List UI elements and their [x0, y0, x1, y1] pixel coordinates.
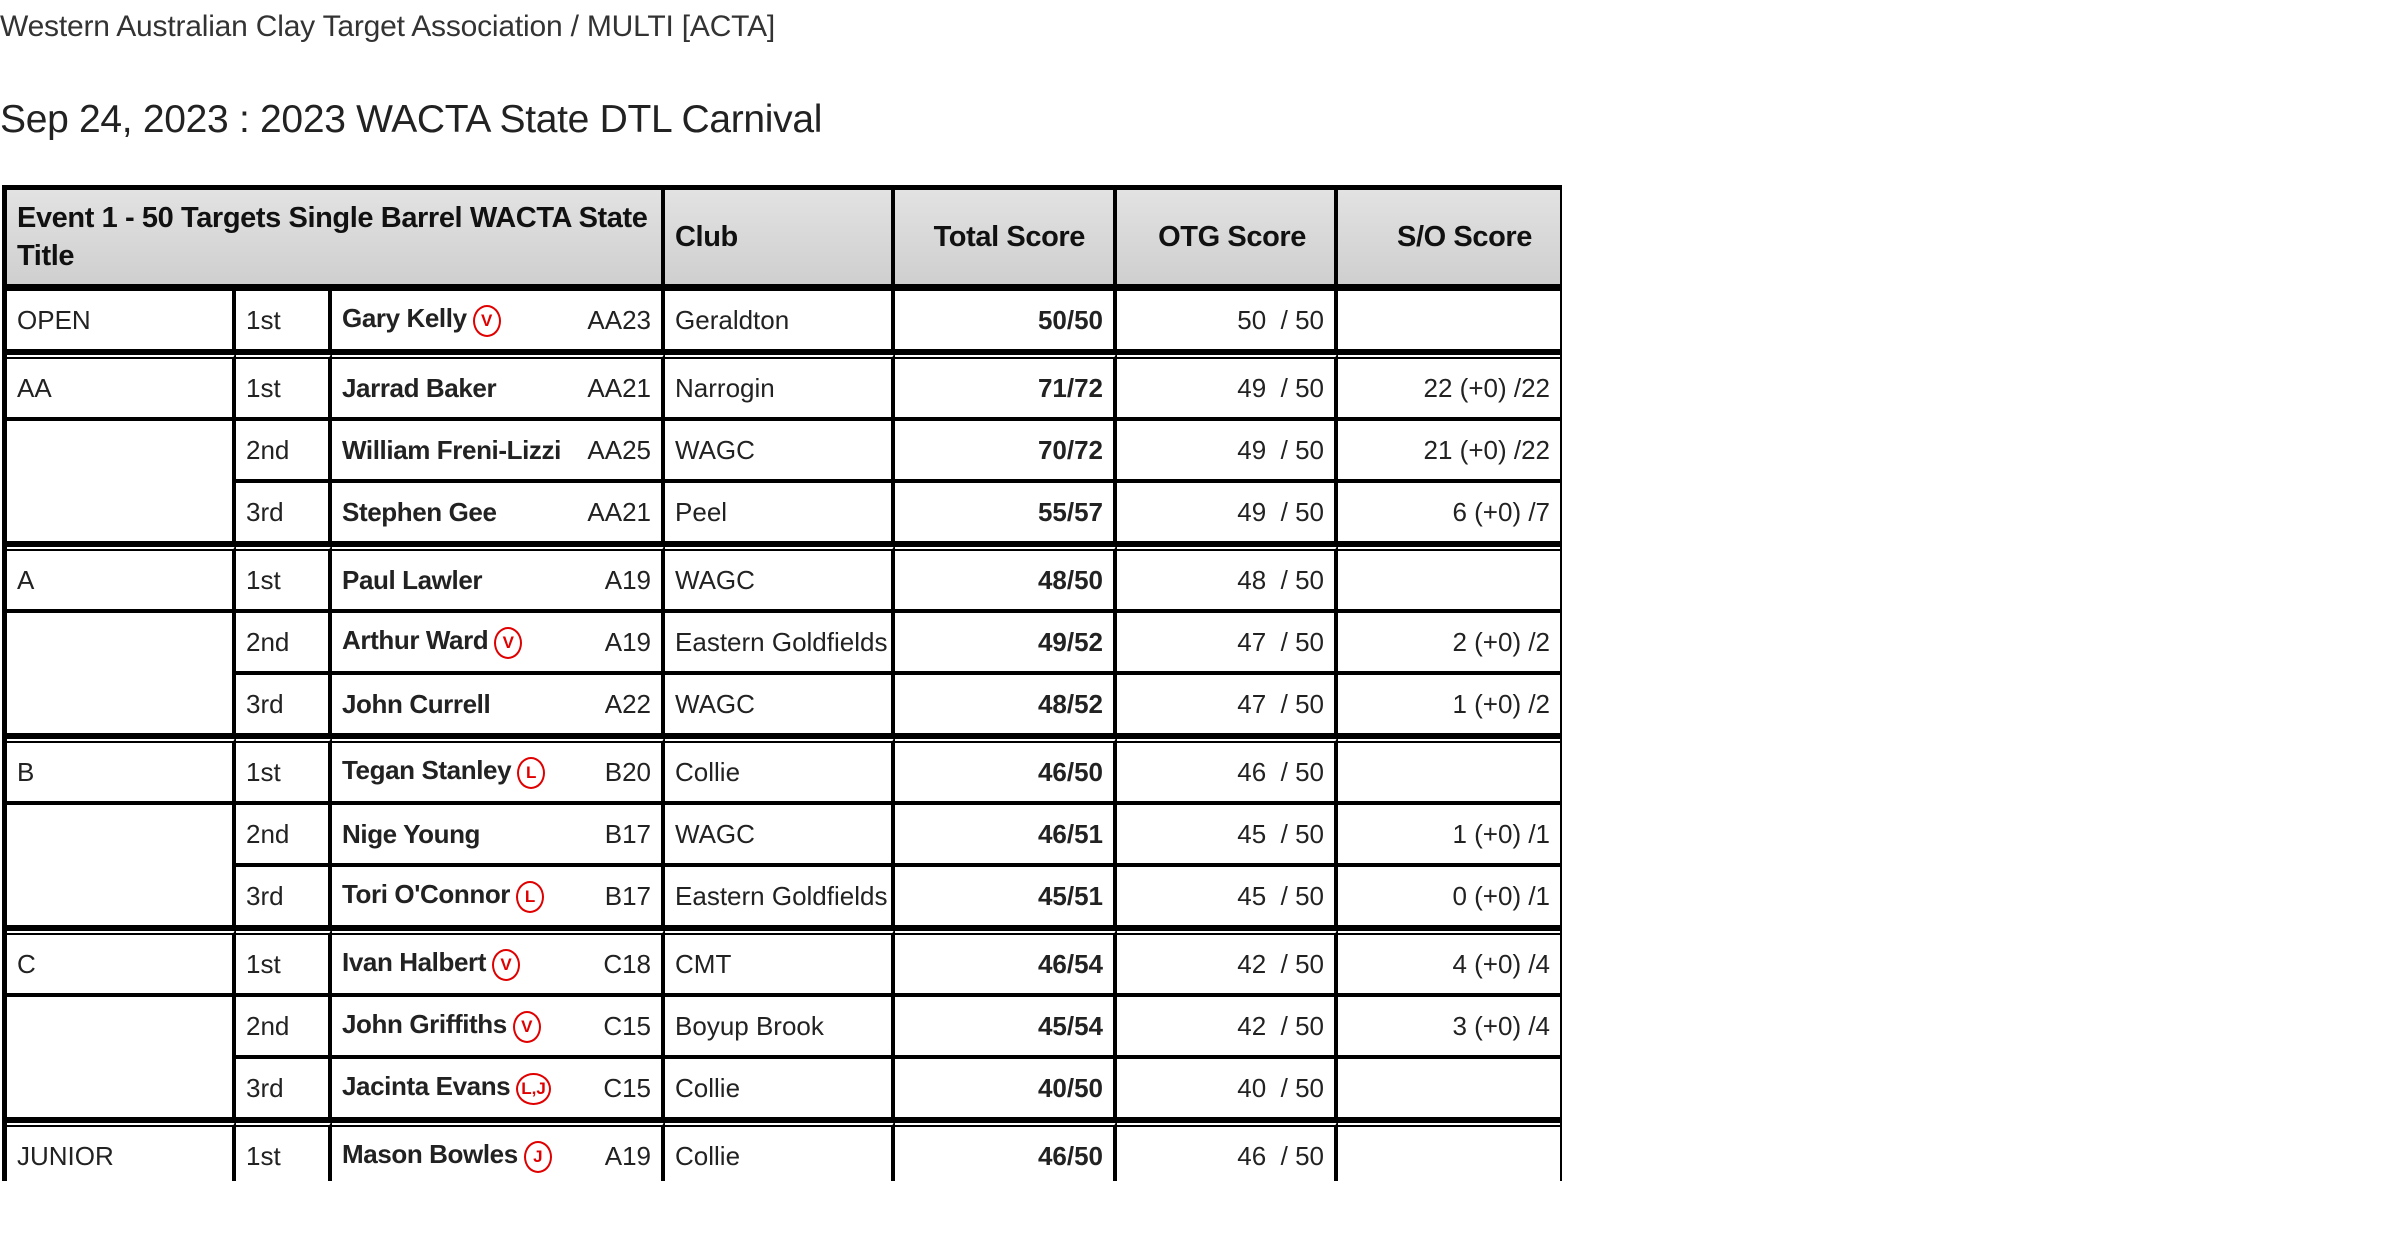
shooter-name[interactable]: Jacinta Evans — [342, 1071, 511, 1102]
total-score-cell: 55/57 — [895, 483, 1117, 545]
so-score-cell — [1338, 545, 1560, 613]
header-so-score: S/O Score — [1338, 190, 1560, 291]
otg-score-cell: 49 / 50 — [1117, 483, 1338, 545]
place-cell: 1st — [236, 737, 332, 805]
otg-score-cell: 47 / 50 — [1117, 675, 1338, 737]
table-row — [7, 483, 1560, 545]
place-cell: 1st — [236, 545, 332, 613]
header-row — [7, 190, 1560, 291]
place-cell: 3rd — [236, 483, 332, 545]
class-cell: AA — [7, 353, 236, 421]
shooter-name[interactable]: Paul Lawler — [342, 564, 483, 595]
so-score-cell: 0 (+0) /1 — [1338, 867, 1560, 929]
status-badge-icon: V — [473, 305, 501, 337]
so-score-cell — [1338, 737, 1560, 805]
so-score-cell — [1338, 1121, 1560, 1181]
club-cell: Geraldton — [665, 291, 895, 353]
shooter-cell — [332, 291, 665, 353]
grade-label: A19 — [604, 626, 652, 657]
grade-label: C15 — [603, 1072, 652, 1103]
club-cell: Boyup Brook — [665, 997, 895, 1059]
club-cell: Eastern Goldfields — [665, 613, 895, 675]
table-row — [7, 805, 1560, 867]
grade-label: AA23 — [587, 304, 652, 335]
place-cell: 2nd — [236, 805, 332, 867]
club-cell: WAGC — [665, 545, 895, 613]
place-cell: 2nd — [236, 997, 332, 1059]
club-cell: WAGC — [665, 421, 895, 483]
shooter-name[interactable]: John Currell — [342, 688, 491, 719]
table-row — [7, 421, 1560, 483]
grade-label: B20 — [604, 756, 652, 787]
shooter-cell — [332, 421, 665, 483]
total-score-cell: 50/50 — [895, 291, 1117, 353]
results-table-container — [2, 185, 1562, 1181]
class-cell — [7, 675, 236, 737]
table-row — [7, 1121, 1560, 1181]
otg-score-cell: 45 / 50 — [1117, 805, 1338, 867]
place-cell: 1st — [236, 291, 332, 353]
header-total-score: Total Score — [895, 190, 1117, 291]
club-cell: Eastern Goldfields — [665, 867, 895, 929]
shooter-name[interactable]: Stephen Gee — [342, 496, 497, 527]
class-cell — [7, 421, 236, 483]
club-cell: Peel — [665, 483, 895, 545]
shooter-name[interactable]: John Griffiths — [342, 1009, 507, 1040]
total-score-cell: 46/50 — [895, 1121, 1117, 1181]
shooter-cell — [332, 613, 665, 675]
so-score-cell: 1 (+0) /1 — [1338, 805, 1560, 867]
grade-label: C15 — [603, 1010, 652, 1041]
results-body — [7, 291, 1560, 1181]
status-badge-icon: L — [517, 757, 545, 789]
status-badge-icon: V — [494, 627, 522, 659]
otg-score-cell: 49 / 50 — [1117, 353, 1338, 421]
status-badge-icon: V — [492, 949, 520, 981]
breadcrumb: Western Australian Clay Target Association / MULTI [ACTA] — [0, 10, 776, 43]
shooter-name[interactable]: Arthur Ward — [342, 625, 489, 656]
otg-score-cell: 46 / 50 — [1117, 737, 1338, 805]
total-score-cell: 45/51 — [895, 867, 1117, 929]
otg-score-cell: 45 / 50 — [1117, 867, 1338, 929]
total-score-cell: 48/52 — [895, 675, 1117, 737]
so-score-cell — [1338, 1059, 1560, 1121]
otg-score-cell: 48 / 50 — [1117, 545, 1338, 613]
status-badge-icon: V — [513, 1011, 541, 1043]
grade-label: B17 — [604, 880, 652, 911]
shooter-cell — [332, 675, 665, 737]
header-event: Event 1 - 50 Targets Single Barrel WACTA State Title — [7, 190, 665, 291]
otg-score-cell: 46 / 50 — [1117, 1121, 1338, 1181]
total-score-cell: 48/50 — [895, 545, 1117, 613]
club-cell: Collie — [665, 1059, 895, 1121]
table-row — [7, 737, 1560, 805]
otg-score-cell: 40 / 50 — [1117, 1059, 1338, 1121]
club-cell: CMT — [665, 929, 895, 997]
club-cell: Collie — [665, 1121, 895, 1181]
grade-label: C18 — [603, 948, 652, 979]
table-row — [7, 997, 1560, 1059]
shooter-cell — [332, 867, 665, 929]
class-cell: OPEN — [7, 291, 236, 353]
shooter-cell — [332, 1121, 665, 1181]
otg-score-cell: 50 / 50 — [1117, 291, 1338, 353]
total-score-cell: 70/72 — [895, 421, 1117, 483]
place-cell: 2nd — [236, 613, 332, 675]
grade-label: B17 — [604, 818, 652, 849]
shooter-name[interactable]: William Freni-Lizzi — [342, 434, 561, 465]
shooter-cell — [332, 929, 665, 997]
total-score-cell: 46/51 — [895, 805, 1117, 867]
table-row — [7, 613, 1560, 675]
table-row — [7, 1059, 1560, 1121]
club-cell: WAGC — [665, 675, 895, 737]
total-score-cell: 71/72 — [895, 353, 1117, 421]
header-otg-score: OTG Score — [1117, 190, 1338, 291]
class-cell — [7, 483, 236, 545]
class-cell: JUNIOR — [7, 1121, 236, 1181]
so-score-cell — [1338, 291, 1560, 353]
club-cell: Collie — [665, 737, 895, 805]
total-score-cell: 45/54 — [895, 997, 1117, 1059]
total-score-cell: 46/54 — [895, 929, 1117, 997]
total-score-cell: 46/50 — [895, 737, 1117, 805]
so-score-cell: 2 (+0) /2 — [1338, 613, 1560, 675]
so-score-cell: 1 (+0) /2 — [1338, 675, 1560, 737]
status-badge-icon: L,J — [516, 1073, 551, 1105]
otg-score-cell: 47 / 50 — [1117, 613, 1338, 675]
shooter-cell — [332, 1059, 665, 1121]
grade-label: AA21 — [587, 372, 652, 403]
table-row — [7, 545, 1560, 613]
place-cell: 2nd — [236, 421, 332, 483]
table-row — [7, 291, 1560, 353]
otg-score-cell: 49 / 50 — [1117, 421, 1338, 483]
table-row — [7, 867, 1560, 929]
shooter-name[interactable]: Ivan Halbert — [342, 947, 487, 978]
grade-label: A19 — [604, 564, 652, 595]
shooter-name[interactable]: Tori O'Connor — [342, 879, 511, 910]
grade-label: AA25 — [587, 434, 652, 465]
shooter-cell — [332, 737, 665, 805]
so-score-cell: 21 (+0) /22 — [1338, 421, 1560, 483]
class-cell — [7, 613, 236, 675]
place-cell: 1st — [236, 1121, 332, 1181]
shooter-cell — [332, 545, 665, 613]
place-cell: 3rd — [236, 867, 332, 929]
so-score-cell: 6 (+0) /7 — [1338, 483, 1560, 545]
so-score-cell: 22 (+0) /22 — [1338, 353, 1560, 421]
class-cell — [7, 805, 236, 867]
grade-label: AA21 — [587, 496, 652, 527]
header-club: Club — [665, 190, 895, 291]
class-cell — [7, 867, 236, 929]
place-cell: 1st — [236, 929, 332, 997]
shooter-cell — [332, 353, 665, 421]
club-cell: WAGC — [665, 805, 895, 867]
total-score-cell: 40/50 — [895, 1059, 1117, 1121]
so-score-cell: 3 (+0) /4 — [1338, 997, 1560, 1059]
place-cell: 3rd — [236, 1059, 332, 1121]
class-cell: A — [7, 545, 236, 613]
shooter-cell — [332, 483, 665, 545]
table-row — [7, 353, 1560, 421]
shooter-cell — [332, 997, 665, 1059]
results-table — [2, 185, 1562, 1181]
table-row — [7, 929, 1560, 997]
grade-label: A22 — [604, 688, 652, 719]
place-cell: 3rd — [236, 675, 332, 737]
place-cell: 1st — [236, 353, 332, 421]
shooter-name[interactable]: Tegan Stanley — [342, 755, 512, 786]
shooter-cell — [332, 805, 665, 867]
shooter-name[interactable]: Nige Young — [342, 818, 481, 849]
table-row — [7, 675, 1560, 737]
total-score-cell: 49/52 — [895, 613, 1117, 675]
class-cell: C — [7, 929, 236, 997]
status-badge-icon: L — [516, 881, 544, 913]
class-cell — [7, 1059, 236, 1121]
status-badge-icon: J — [524, 1141, 552, 1173]
otg-score-cell: 42 / 50 — [1117, 929, 1338, 997]
so-score-cell: 4 (+0) /4 — [1338, 929, 1560, 997]
page-title: Sep 24, 2023 : 2023 WACTA State DTL Carnival — [0, 98, 823, 141]
class-cell: B — [7, 737, 236, 805]
grade-label: A19 — [604, 1140, 652, 1171]
otg-score-cell: 42 / 50 — [1117, 997, 1338, 1059]
shooter-name[interactable]: Mason Bowles — [342, 1139, 518, 1170]
shooter-name[interactable]: Gary Kelly — [342, 303, 467, 334]
class-cell — [7, 997, 236, 1059]
shooter-name[interactable]: Jarrad Baker — [342, 372, 497, 403]
club-cell: Narrogin — [665, 353, 895, 421]
